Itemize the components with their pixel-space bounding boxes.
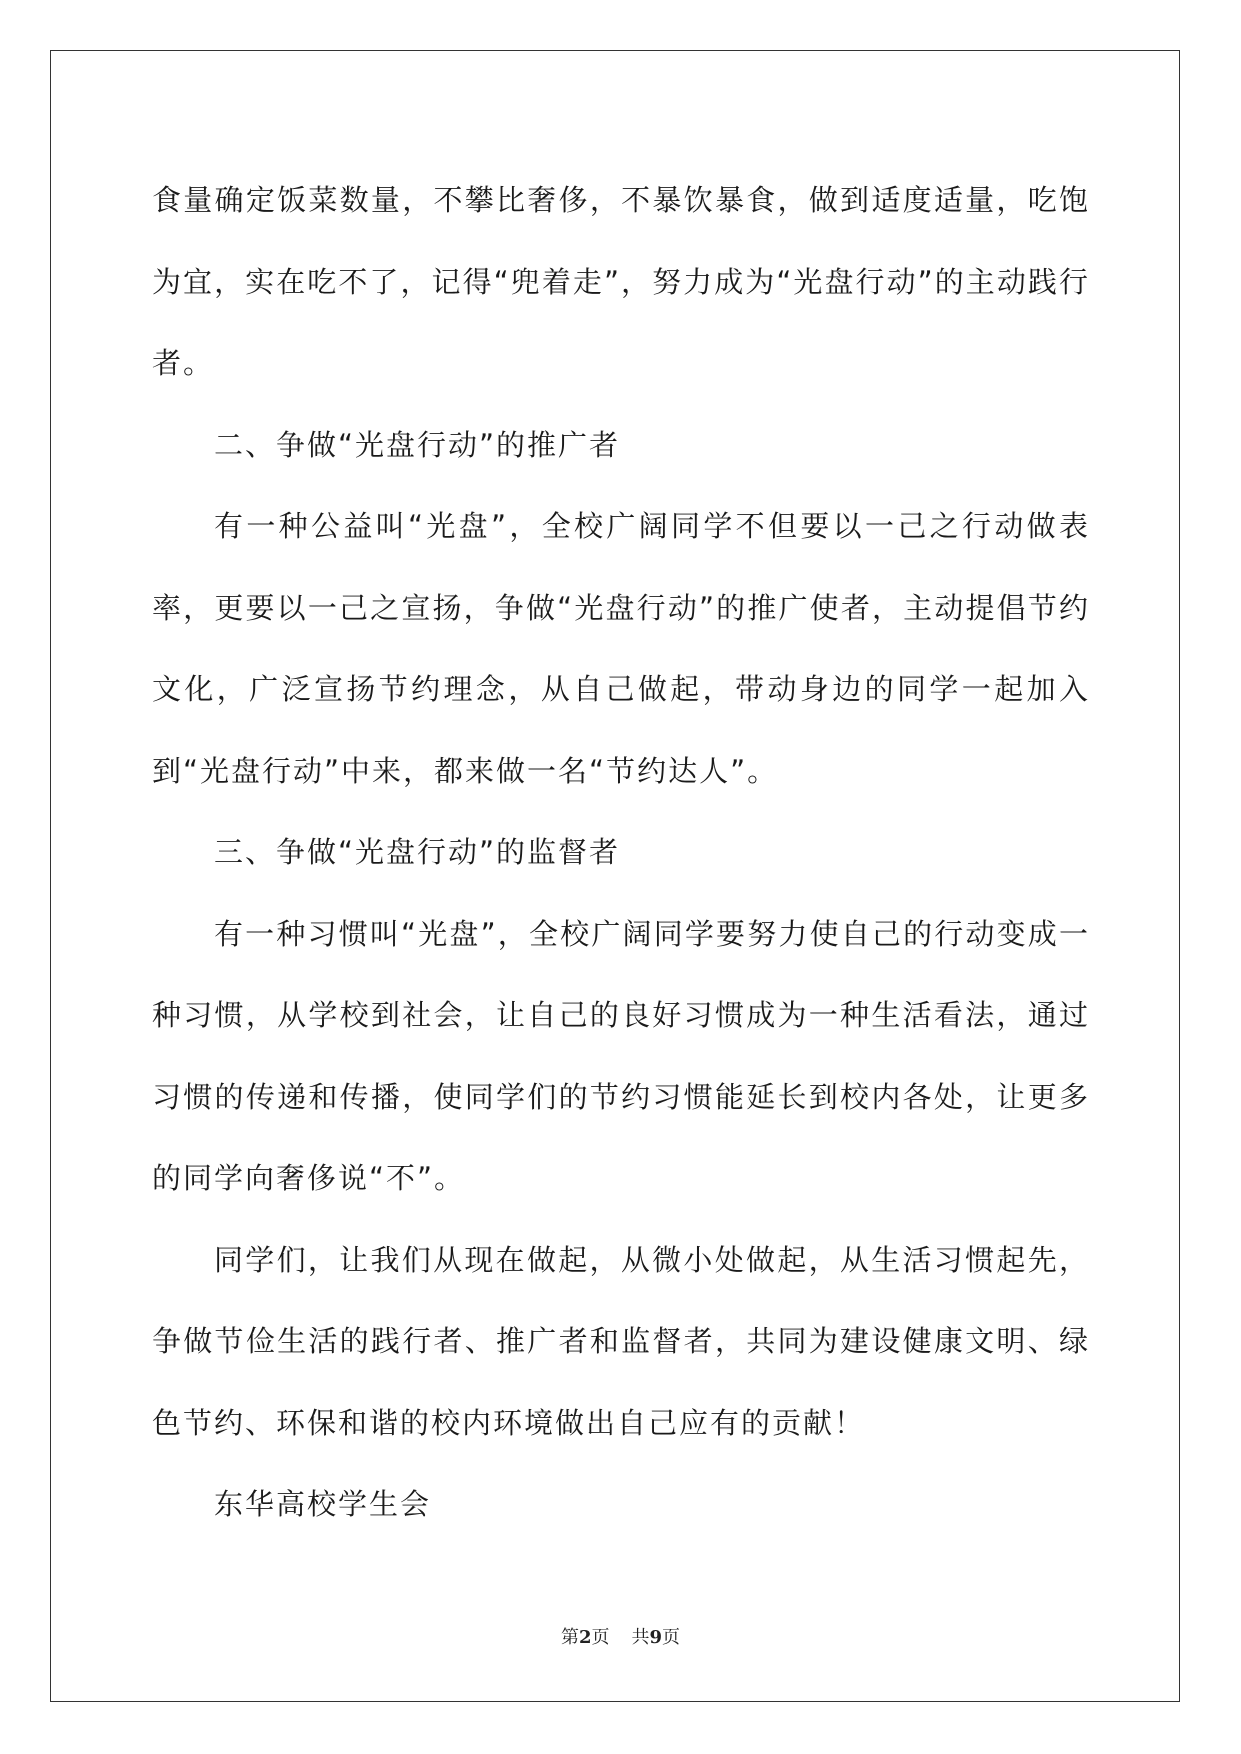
total-suffix: 页 <box>662 1627 681 1648</box>
page-suffix: 页 <box>591 1627 610 1648</box>
signature: 东华高校学生会 <box>214 1487 432 1521</box>
page-prefix: 第 <box>560 1627 579 1648</box>
document-body <box>152 160 1090 1546</box>
body-paragraph-1: 食量确定饭菜数量，不攀比奢侈，不暴饮暴食，做到适度适量，吃饱为宜，实在吃不了，记得“兜着走”，努力成为“光盘行动”的主动践行者。 <box>152 183 1090 380</box>
section-heading-2: 二、争做“光盘行动”的推广者 <box>214 427 621 462</box>
total-page-count: 9 <box>649 1627 663 1648</box>
section-heading-3: 三、争做“光盘行动”的监督者 <box>214 835 621 869</box>
closing-paragraph: 同学们，让我们从现在做起，从微小处做起，从生活习惯起先，争做节俭生活的践行者、推广者和监督者，共同为建设健康文明、绿色节约、环保和谐的校内环境做出自己应有的贡献！ <box>152 1242 1090 1440</box>
body-paragraph-3: 有一种习惯叫“光盘”，全校广阔同学要努力使自己的行动变成一种习惯，从学校到社会，让自己的良好习惯成为一种生活看法，通过习惯的传递和传播，使同学们的节约习惯能延长到校内各处，让更多的同学向奢侈说“不”。 <box>152 916 1090 1195</box>
body-paragraph-2: 有一种公益叫“光盘”，全校广阔同学不但要以一己之行动做表率，更要以一己之宣扬，争做“光盘行动”的推广使者，主动提倡节约文化，广泛宣扬节约理念，从自己做起，带动身边的同学一起加入到“光盘行动”中来，都来做一名“节约达人”。 <box>152 509 1090 788</box>
current-page-number: 2 <box>578 1627 592 1648</box>
page-footer <box>0 1623 1241 1649</box>
total-prefix: 共 <box>631 1627 650 1648</box>
